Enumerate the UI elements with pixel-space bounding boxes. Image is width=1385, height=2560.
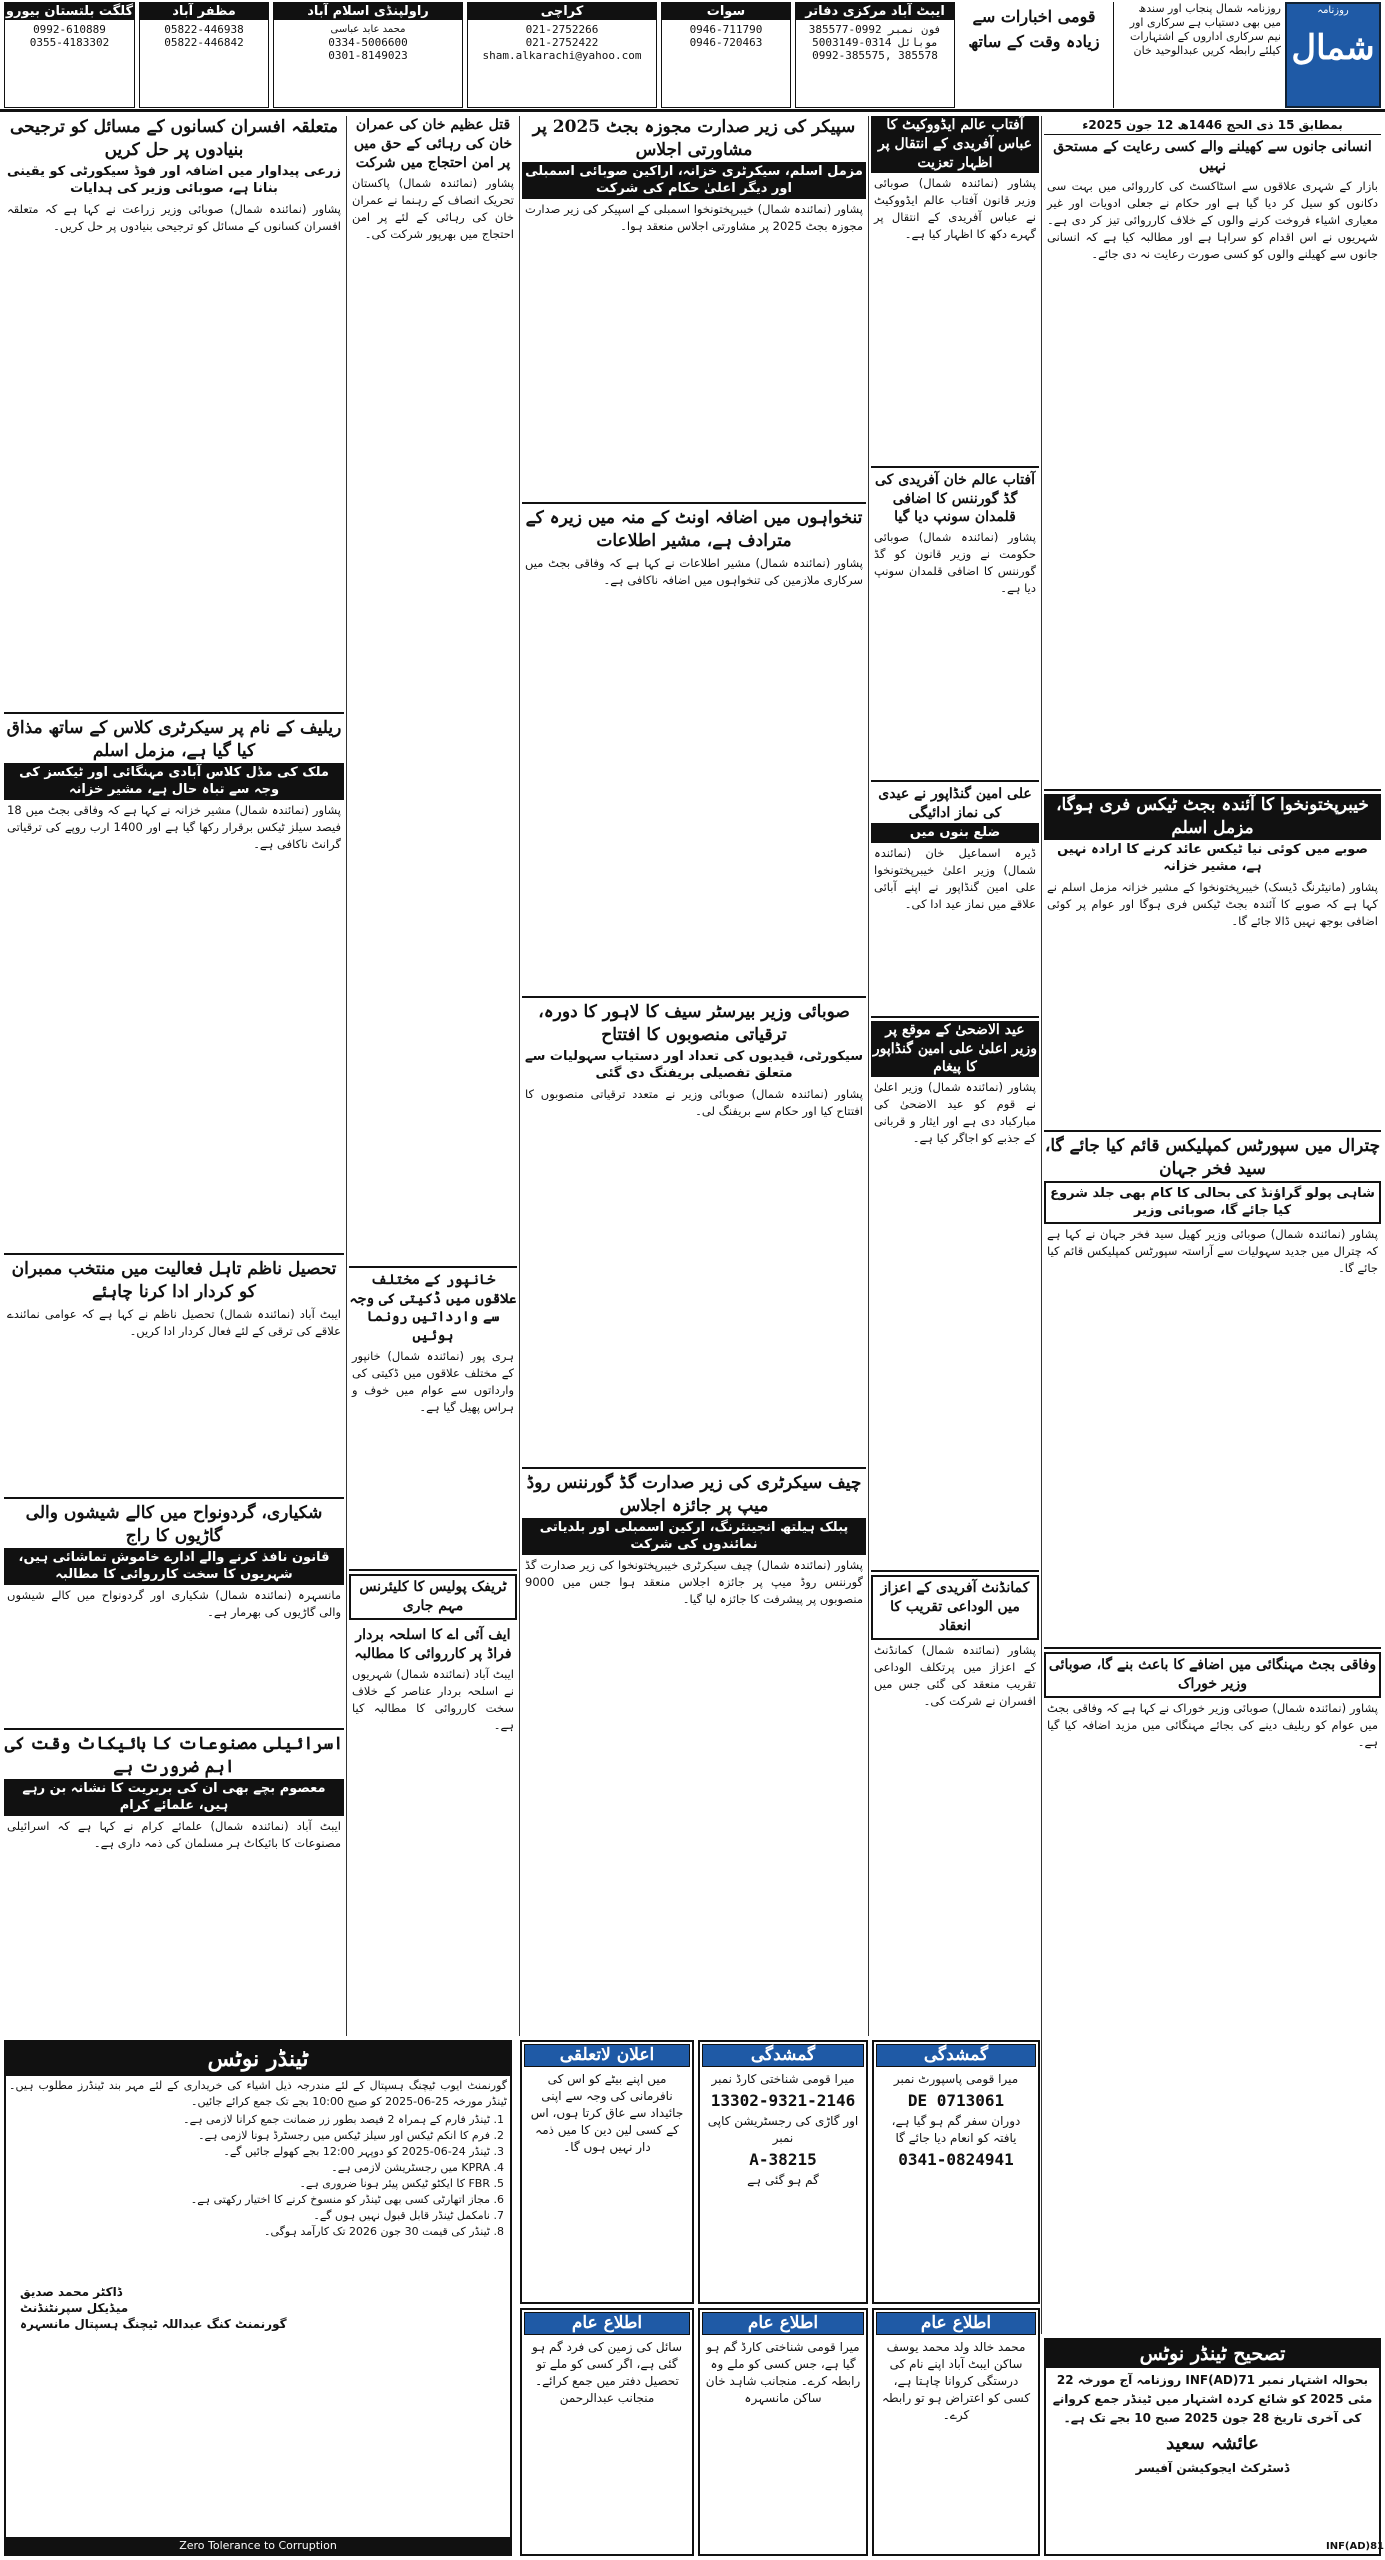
headline-tinted-vehicles[interactable]: شکیاری، گردونواح میں کالے شیشوں والی گاڑیوں کا راج (25, 1502, 323, 1546)
ad-line: میرا قومی پاسپورٹ نمبر (893, 2072, 1019, 2086)
ad-title: گمشدگی (702, 2044, 864, 2067)
ad-title: اطلاع عام (876, 2312, 1036, 2335)
article-body: پشاور (نمائندہ شمال) مشیر خزانہ نے کہا ہے کہ وفاقی بجٹ میں 18 فیصد سیلز ٹیکس برقرار رکھا گیا ہے اور 1400 ارب روپے کی ترقیاتی گرانٹ ناکافی ہے۔ (7, 802, 341, 851)
article-body: پشاور (نمائندہ شمال) مشیر اطلاعات نے کہا ہے کہ وفاقی بجٹ میں سرکاری ملازمین کی تنخواہوں میں اضافہ ناکافی ہے۔ (525, 555, 863, 587)
newspaper-logo[interactable] (1285, 2, 1381, 108)
divider (871, 1570, 1039, 1572)
office-line: 0992-610889 (33, 23, 106, 36)
column-4 (349, 116, 517, 2036)
tender-footer: Zero Tolerance to Corruption (6, 2537, 510, 2554)
signer-name: ڈاکٹر محمد صدیق (20, 2285, 123, 2299)
office-box-gilgit (4, 2, 135, 108)
office-box-rawalpindi (273, 2, 463, 108)
classified-public-notice[interactable] (698, 2308, 868, 2556)
headline-chitral-sports[interactable]: چترال میں سپورٹس کمپلیکس قائم کیا جائے گا، سید فخر جہان (1044, 1135, 1381, 1179)
article-body: پشاور (نمائندہ شمال) پاکستان تحریک انصاف کے رہنما نے عمران خان کی رہائی کے لئے پر امن احتجاج میں بھرپور شرکت کی۔ (352, 175, 514, 241)
office-line: 021-2752266 (525, 23, 599, 36)
divider (522, 502, 866, 504)
article-body: پشاور (نمائندہ شمال) چیف سیکرٹری خیبرپختونخوا کی زیر صدارت گڈ گورننس روڈ میپ پر جائزہ اجلاس منعقد ہوا جس میں 9000 منصوبوں پر پیشرفت کا جائزہ لیا گیا۔ (525, 1557, 863, 1606)
masthead (0, 0, 1385, 112)
column-rule (519, 116, 520, 2036)
office-title: راولپنڈی اسلام آباد (274, 3, 462, 20)
tender-condition: 4. KPRA میں رجسٹریشن لازمی ہے۔ (6, 2160, 490, 2176)
article-body: ہری پور (نمائندہ شمال) خانپور کے مختلف علاقوں میں ڈکیتی کی وارداتوں سے عوام میں خوف و ہراس پھیل گیا ہے۔ (352, 1349, 514, 1415)
ad-reference: INF(AD)81 (1326, 2541, 1385, 2552)
headline-speaker-budget[interactable]: سپیکر کی زیر صدارت مجوزہ بجٹ 2025 پر مشاورتی اجلاس (532, 117, 856, 160)
subhead: معصوم بچے بھی ان کی بربریت کا نشانہ بن رہے ہیں، علمائے کرام (4, 1779, 344, 1816)
ad-line: محمد خالد ولد محمد یوسف ساکن ایبٹ آباد اپنے نام کی درستگی کروانا چاہتا ہے، کسی کو اعتراض ہو تو رابطہ کرے۔ (881, 2340, 1031, 2422)
tender-condition: 3. ٹینڈر 24-06-2025 کو دوپہر 12:00 بجے کھولے جائیں گے۔ (6, 2144, 490, 2160)
headline-federal-budget-inflation[interactable]: وفاقی بجٹ مہنگائی میں اضافے کا باعث بنے گا، صوبائی وزیر خوراک (1044, 1652, 1381, 1698)
article-body: پشاور (نمائندہ شمال) صوبائی وزیر کھیل سید فخر جہان نے کہا ہے کہ چترال میں جدید سہولیات سے آراستہ سپورٹس کمپلیکس قائم کیا جائے گا۔ (1047, 1226, 1378, 1275)
tender-conditions (6, 2112, 510, 2240)
headline-boycott[interactable]: اسرائیلی مصنوعات کا بائیکاٹ وقت کی اہم ضرورت ہے (4, 1733, 344, 1777)
office-line: 021-2752422 (525, 36, 599, 49)
masthead-slogan: قومی اخبارات سے زیادہ وقت کے ساتھ (968, 7, 1100, 51)
lead-headline[interactable]: انسانی جانوں سے کھیلنے والے کسی رعایت کے مستحق نہیں (1053, 139, 1372, 174)
headline-eid-prayer[interactable]: علی امین گنڈاپور نے عیدی کی نماز ادائیگی (878, 786, 1032, 822)
headline-minister-visit[interactable]: صوبائی وزیر بیرسٹر سیف کا لاہور کا دورہ، ترقیاتی منصوبوں کا افتتاح (538, 1001, 850, 1045)
office-box-swat (661, 2, 791, 108)
contact-number: 0341-0824941 (898, 2150, 1014, 2169)
ad-title: اعلان لاتعلقی (524, 2044, 690, 2067)
headline-fia[interactable]: ایف آئی اے کا اسلحہ بردار فراڈ پر کارروائی کا مطالبہ (354, 1627, 512, 1662)
issue-date: بمطابق 15 ذی الحج 1446ھ 12 جون 2025ء (1044, 116, 1381, 135)
office-line: فون نمبر 0992-385577 (808, 23, 942, 36)
divider (4, 1253, 344, 1255)
lead-body: بازار کے شہری علاقوں سے اسٹاکسٹ کی کارروائی میں بہت سی دکانوں کو سیل کر دیا گیا ہے اور حکام نے جعلی ادویات اور غیر معیاری اشیاء فروخت کرنے والوں کے خلاف کارروائی تیز کر دی ہے۔ شہریوں نے اس اقدام کو سراہا ہے اور مطالبہ کیا ہے کہ انسانی جانوں سے کھیلنے والوں کو کسی صورت رعایت نہ دی جائے۔ (1047, 178, 1378, 261)
column-rule (1041, 116, 1042, 2334)
ad-line: سائل کی زمین کی فرد گم ہو گئی ہے، اگر کسی کو ملے تو تحصیل دفتر میں جمع کرائے۔ منجانب عبدالرحمن (531, 2340, 683, 2405)
headline-eid-message[interactable]: عید الاضحیٰ کے موقع پر وزیر اعلیٰ علی امین گنڈاپور کا پیغام (872, 1021, 1038, 1076)
tender-intro: گورنمنٹ ایوب ٹیچنگ ہسپتال کے لئے مندرجہ ذیل اشیاء کی خریداری کے لئے مہر بند ٹینڈرز مطلوب ہیں۔ ٹینڈر مورخہ 25-06-2025 کو صبح 10:00 بجے تک جمع کرائے جائیں۔ (9, 2079, 507, 2108)
ad-line: میرا قومی شناختی کارڈ نمبر (711, 2072, 855, 2086)
passport-number: DE 0713061 (907, 2091, 1005, 2110)
subhead: ملک کی مڈل کلاس آبادی مہنگائی اور ٹیکسز کی وجہ سے تباہ حال ہے، مشیر خزانہ (4, 763, 344, 800)
divider (871, 1016, 1039, 1018)
subhead: ضلع بنوں میں (871, 823, 1039, 843)
office-line: 0334-5006600 (328, 36, 408, 49)
column-3 (522, 116, 866, 2036)
tender-title: ٹینڈر نوٹس (6, 2042, 510, 2076)
tender-condition: 1. ٹینڈر فارم کے ہمراہ 2 فیصد بطور زر ضمانت جمع کرانا لازمی ہے۔ (6, 2112, 490, 2128)
office-line: 05822-446842 (164, 36, 244, 49)
article-body: پشاور (نمائندہ شمال) صوبائی حکومت نے وزیر قانون کو گڈ گورننس کا اضافی قلمدان سونپ دیا ہے۔ (874, 530, 1036, 596)
headline-budget-taxfree[interactable]: خیبرپختونخوا کا آئندہ بجٹ ٹیکس فری ہوگا، مزمل اسلم (1044, 794, 1381, 840)
article-body: پشاور (نمائندہ شمال) خیبرپختونخوا اسمبلی کے اسپیکر کی زیر صدارت مجوزہ بجٹ 2025 پر مشاورتی اجلاس منعقد ہوا۔ (525, 201, 863, 233)
divider (1044, 789, 1381, 791)
ad-title: اطلاع عام (702, 2312, 864, 2335)
divider (871, 780, 1039, 782)
article-body: پشاور (نمائندہ شمال) صوبائی وزیر نے متعدد ترقیاتی منصوبوں کا افتتاح کیا اور حکام سے بریفنگ لی۔ (525, 1086, 863, 1118)
office-line: 0946-711790 (689, 23, 763, 36)
correction-tender-notice[interactable] (1044, 2338, 1381, 2556)
article-body: پشاور (نمائندہ شمال) وزیر اعلیٰ نے قوم کو عید الاضحیٰ کی مبارکباد دی ہے اور ایثار و قربانی کے جذبے کو اجاگر کیا ہے۔ (874, 1080, 1036, 1146)
office-title: گلگت بلتستان بیورو (5, 4, 134, 19)
headline-farmers[interactable]: متعلقہ افسران کسانوں کے مسائل کو ترجیحی بنیادوں پر حل کریں (9, 117, 339, 160)
tender-condition: 7. نامکمل ٹینڈر قابل قبول نہیں ہوں گے۔ (6, 2208, 490, 2224)
tender-condition: 6. مجاز اتھارٹی کسی بھی ٹینڈر کو منسوخ کرنے کا اختیار رکھتی ہے۔ (6, 2192, 490, 2208)
tender-condition: 8. ٹینڈر کی قیمت 30 جون 2026 تک کارآمد ہوگی۔ (6, 2224, 490, 2240)
subhead: شاہی پولو گراؤنڈ کی بحالی کا کام بھی جلد شروع کیا جائے گا، صوبائی وزیر (1044, 1181, 1381, 1224)
divider (4, 1497, 344, 1499)
classified-public-notice[interactable] (872, 2308, 1040, 2556)
article-body: پشاور (مانیٹرنگ ڈیسک) خیبرپختونخوا کے مشیر خزانہ مزمل اسلم نے کہا ہے کہ صوبے کا آئندہ بجٹ ٹیکس فری ہوگا اور عوام پر کوئی اضافی بوجھ نہیں ڈالا جائے گا۔ (1047, 879, 1378, 928)
signer-office: گورنمنٹ کنگ عبداللہ ٹیچنگ ہسپتال مانسہرہ (20, 2317, 287, 2331)
headline-protest[interactable]: قتل عظیم خان کی عمران خان کی رہائی کے حق میں پر امن احتجاج میں شرکت (353, 117, 513, 171)
office-line: 05822-446938 (164, 23, 244, 36)
registration-number: A-38215 (749, 2150, 817, 2169)
headline-khanpur[interactable]: خانپور کے مختلف علاقوں میں ڈکیتی کی وجہ سے وارداتیں رونما ہوئیں (349, 1271, 517, 1345)
ad-line: دوران سفر گم ہو گیا ہے، یافتہ کو انعام دیا جائے گا (891, 2114, 1021, 2145)
article-body: مانسہرہ (نمائندہ شمال) شکیاری اور گردونواح میں کالے شیشوں والی گاڑیوں کی بھرمار ہے۔ (7, 1587, 341, 1619)
article-body: پشاور (نمائندہ شمال) صوبائی وزیر خوراک نے کہا ہے کہ وفاقی بجٹ میں عوام کو ریلیف دینے کی بجائے مہنگائی میں مزید اضافہ کیا گیا ہے۔ (1047, 1700, 1378, 1749)
ad-line: گم ہو گئی ہے (747, 2173, 819, 2187)
cnic-number: 13302-9321-2146 (710, 2091, 856, 2110)
article-body: پشاور (نمائندہ شمال) صوبائی وزیر قانون آفتاب عالم ایڈووکیٹ نے عباس آفریدی کے انتقال پر گہرے دکھ کا اظہار کیا ہے۔ (874, 175, 1036, 241)
office-box-karachi (467, 2, 657, 108)
office-line: 0301-8149023 (328, 49, 408, 62)
divider (1044, 1647, 1381, 1649)
office-line: 0946-720463 (689, 36, 763, 49)
ad-line: میں اپنے بیٹے کو اس کی نافرمانی کی وجہ سے اپنی جائیداد سے عاق کرتا ہوں، اس کے کسی لین دین کا میں ذمہ دار نہیں ہوں گا۔ (530, 2072, 684, 2154)
headline-salary-increase[interactable]: تنخواہوں میں اضافہ اونٹ کے منہ میں زیرہ کے مترادف ہے، مشیر اطلاعات (525, 507, 863, 551)
column-left (4, 116, 344, 2036)
ad-title: گمشدگی (876, 2044, 1036, 2067)
subhead: پبلک ہیلتھ انجینئرنگ، ارکین اسمبلی اور بلدیاتی نمائندوں کی شرکت (522, 1518, 866, 1555)
logo-title: شمال (1291, 28, 1375, 68)
subhead: قانون نافذ کرنے والے ادارے خاموش تماشائی ہیں، شہریوں کا سخت کارروائی کا مطالبہ (4, 1548, 344, 1585)
column-rule (346, 116, 347, 2036)
article-body: ایبٹ آباد (نمائندہ شمال) علمائے کرام نے کہا ہے کہ اسرائیلی مصنوعات کا بائیکاٹ ہر مسلمان کی ذمہ داری ہے۔ (7, 1818, 341, 1850)
divider (349, 1266, 517, 1268)
classified-lost-cnic[interactable] (698, 2040, 868, 2304)
subhead: سیکورٹی، قیدیوں کی تعداد اور دستیاب سہولیات سے متعلق تفصیلی بریفنگ دی گئی (524, 1048, 864, 1082)
tender-signature (6, 2280, 510, 2336)
divider (4, 1728, 344, 1730)
divider (4, 712, 344, 714)
office-line: محمد عابد عباسی (330, 24, 406, 35)
office-title: ایبٹ آباد مرکزی دفاتر (796, 3, 954, 20)
subhead: زرعی پیداوار میں اضافہ اور فوڈ سیکورٹی کو یقینی بنانا ہے، صوبائی وزیر کی ہدایات (7, 163, 341, 197)
column-2 (871, 116, 1039, 2036)
headline-tehsil-nazim[interactable]: تحصیل ناظم تاہل فعالیت میں منتخب ممبران کو کردار ادا کرنا چاہئے (11, 1258, 337, 1302)
article-body: ایبٹ آباد (نمائندہ شمال) تحصیل ناظم نے کہا ہے کہ عوامی نمائندے علاقے کی ترقی کے لئے فعال کردار ادا کریں۔ (7, 1306, 341, 1338)
office-box-abbottabad (795, 2, 955, 108)
office-title: مظفر آباد (140, 3, 268, 20)
classified-lost-passport[interactable] (872, 2040, 1040, 2304)
correction-role: ڈسٹرکٹ ایجوکیشن آفیسر (1135, 2461, 1290, 2475)
headline-farewell[interactable]: کمانڈنٹ آفریدی کے اعزاز میں الوداعی تقریب کا انعقاد (871, 1575, 1039, 1640)
correction-title: تصحیح ٹینڈر نوٹس (1046, 2340, 1379, 2368)
office-title: سوات (662, 3, 790, 20)
divider (871, 466, 1039, 468)
office-email[interactable]: sham.alkarachi@yahoo.com (482, 49, 642, 62)
subhead: مزمل اسلم، سیکرٹری خزانہ، اراکین صوبائی اسمبلی اور دیگر اعلیٰ حکام کی شرکت (522, 162, 866, 199)
classified-public-notice[interactable] (520, 2308, 694, 2556)
headline-good-governance[interactable]: آفتاب عالم خان آفریدی کی گڈ گورننس کا اضافی قلمدان سونپ دیا گیا (875, 471, 1035, 526)
classified-disownment[interactable] (520, 2040, 694, 2304)
office-line: 0992-385575, 385578 (812, 49, 938, 62)
column-rule (868, 116, 869, 2036)
masthead-note: روزنامہ شمال پنجاب اور سندھ میں بھی دستیاب ہے سرکاری اور نیم سرکاری اداروں کے اشتہارات کیلئے رابطہ کریں عبدالوحید خان (1113, 2, 1281, 108)
column-right (1044, 116, 1381, 2334)
office-line: موبائل 0314-5003149 (812, 36, 938, 49)
article-body: پشاور (نمائندہ شمال) صوبائی وزیر زراعت نے کہا ہے کہ متعلقہ افسران کسانوں کے مسائل کو ترجیحی بنیادوں پر حل کریں۔ (7, 201, 341, 233)
divider (522, 1467, 866, 1469)
ad-line: اور گاڑی کی رجسٹریشن کاپی نمبر (707, 2114, 859, 2145)
divider (522, 996, 866, 998)
headline-chief-secretary[interactable]: چیف سیکرٹری کی زیر صدارت گڈ گورننس روڈ میپ پر جائزہ اجلاس (526, 1472, 862, 1516)
headline-condolence[interactable]: آفتاب عالم ایڈووکیٹ کا عباس آفریدی کے انتقال پر اظہار تعزیت (871, 116, 1039, 173)
article-body: پشاور (نمائندہ شمال) کمانڈنٹ کے اعزاز میں پرتکلف الوداعی تقریب منعقد کی گئی جس میں افسران نے شرکت کی۔ (874, 1643, 1036, 1709)
tender-condition: 2. فرم کا انکم ٹیکس اور سیلز ٹیکس میں رجسٹرڈ ہونا لازمی ہے۔ (6, 2128, 490, 2144)
correction-signer: عائشہ سعید (1166, 2433, 1259, 2454)
office-box-muzaffarabad (139, 2, 269, 108)
article-body: ایبٹ آباد (نمائندہ شمال) شہریوں نے اسلحہ بردار عناصر کے خلاف سخت کارروائی کا مطالبہ کیا ہے۔ (352, 1666, 514, 1732)
logo-subtitle: روزنامہ (1317, 5, 1349, 16)
correction-body: بحوالہ اشتہار نمبر INF(AD)71 روزنامہ آج مورخہ 22 مئی 2025 کو شائع کردہ اشتہار میں ٹینڈر جمع کروانے کی آخری تاریخ 28 جون 2025 صبح 10 بجے تک ہے۔ (1052, 2373, 1373, 2425)
tender-notice[interactable] (4, 2040, 512, 2556)
ad-title: اطلاع عام (524, 2312, 690, 2335)
office-title: کراچی (468, 3, 656, 20)
headline-traffic[interactable]: ٹریفک پولیس کا کلیئرنس مہم جاری (349, 1574, 517, 1620)
tender-condition: 5. FBR کا ایکٹو ٹیکس پیئر ہونا ضروری ہے۔ (6, 2176, 490, 2192)
article-body: ڈیرہ اسماعیل خان (نمائندہ شمال) وزیر اعلیٰ خیبرپختونخوا علی امین گنڈاپور نے اپنے آبائی علاقے میں نماز عید ادا کی۔ (874, 845, 1036, 911)
ad-line: میرا قومی شناختی کارڈ گم ہو گیا ہے، جس کسی کو ملے وہ رابطہ کرے۔ منجانب شاہد خان ساکن مانسہرہ (705, 2340, 861, 2405)
subhead: صوبے میں کوئی نیا ٹیکس عائد کرنے کا ارادہ نہیں ہے، مشیر خزانہ (1057, 841, 1368, 875)
signer-designation: میڈیکل سپرنٹنڈنٹ (20, 2301, 129, 2315)
office-line: 0355-4183302 (29, 36, 110, 49)
divider (1044, 1130, 1381, 1132)
divider (349, 1569, 517, 1571)
headline-relief-middle-class[interactable]: ریلیف کے نام پر سیکرٹری کلاس کے ساتھ مذاق کیا گیا ہے، مزمل اسلم (6, 717, 342, 761)
